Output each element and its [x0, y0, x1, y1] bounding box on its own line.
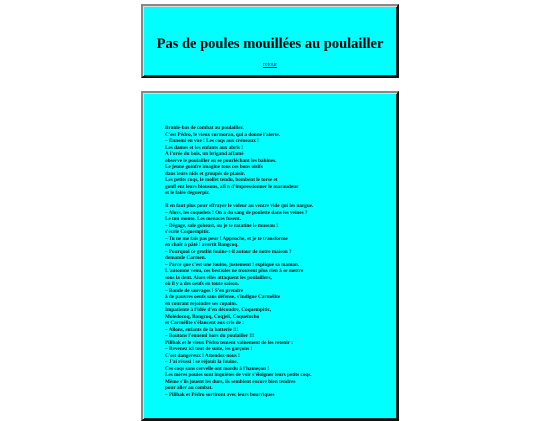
poem-line: – Boutons l'ennemi hors du poulailler !!!	[165, 333, 255, 339]
poem-line: Branle-bas de combat au poulailler.	[165, 125, 244, 131]
poem-text	[165, 125, 385, 398]
poem-line: Il en faut plus pour effrayer le voleur au ventre vide qui les nargue.	[165, 203, 314, 209]
poem-line: – Tu ne me fais pas peur ! Approche, et je te transforme	[165, 235, 288, 242]
poem-line: À l'orée du bois, un brigand affamé	[165, 151, 244, 157]
poem-line: Le ton monte. Les menaces fusent.	[165, 216, 241, 222]
poem-line: demande Carmen.	[165, 255, 206, 261]
poem-line: Molédocoq, Bangcoq, Coqjeli, Coquelucho	[165, 313, 260, 320]
poem-line: L'automne venu, ces bestioles ne trouvent plus rien à se mettre	[165, 268, 304, 274]
back-link[interactable]: retour	[262, 62, 278, 68]
poem-line: Pilibak et le vieux Pédro tentent vainement de les retenir :	[165, 339, 293, 346]
poem-line: Les mères poules sont inquiètes de voir s'éloigner leurs petits coqs.	[165, 372, 312, 378]
poem-line: – Alors, les coquelets ! On a du sang de poulette dans les veines ?	[165, 209, 308, 216]
page-title: Pas de poules mouillées au poulailler	[156, 36, 384, 52]
poem-line: – Dégage, sale goheast, ou je te ratatine le museau !	[165, 222, 278, 229]
poem-line: Les dames et les enfants aux abris !	[165, 144, 243, 151]
poem-line: observe le poulailler en se pourléchant les babines.	[165, 157, 277, 164]
poem-line: sous la dent. Alors elles attaquent les poulaillers,	[165, 274, 272, 281]
poem-line: – Parce que c'est une fouine, justement ! explique sa maman.	[165, 261, 300, 268]
poem-line: C'est dangereux ! Attendez-nous !	[165, 352, 240, 359]
poem-line: gonfl ent leurs blousons, afi n d'impressionner le maraudeur	[165, 183, 299, 190]
poem-line: où il y a des oeufs en toute saison.	[165, 281, 239, 287]
poem-line: – Bande de sauvages ! S'en prendre	[165, 287, 244, 294]
poem-panel	[141, 91, 399, 421]
poem-line: et Carmélite s'élancent aux cris de :	[165, 320, 244, 326]
poem-line: à de pauvres oeufs sans défense, s'indigne Carmélite	[165, 294, 281, 300]
poem-line: en chair à pâté ! avertit Bangcoq.	[165, 242, 239, 248]
poem-line: – Allons, enfants de la batterie !!!	[165, 326, 239, 333]
poem-line: en courant rejoindre ses copains.	[165, 300, 238, 307]
poem-line: dans leurs nids et groupés de plaisir.	[165, 170, 245, 177]
poem-line: Les petits coqs, le mollet tendu, bombent le torse et	[165, 177, 278, 183]
poem-line: et le faire déguerpir.	[165, 190, 210, 196]
poem-line: Même s'ils jouent les durs, ils semblent encore bien tendres	[165, 378, 296, 385]
poem-line: Ces coqs sans cervelle ont mordu à l'hameçon !	[165, 365, 270, 372]
poem-line: – Ennemi en vue ! Les coqs aux créneaux !	[165, 138, 259, 144]
poem-line: – Pourquoi ce grotlin fouine-t-il autour de notre maison ?	[165, 248, 292, 255]
poem-line: – Pilibak et Pédro sortiront avec leurs bourriques	[165, 391, 275, 398]
poem-line: – J'ai réussi ! se réjouit la fouine.	[165, 359, 238, 365]
poem-line: C'est Pédro, le vieux cormoran, qui a donné l'alerte.	[165, 131, 281, 138]
poem-line: pour aller au combat.	[165, 385, 213, 391]
poem-line: – Revenez ici tout de suite, les garçons !	[165, 346, 253, 352]
poem-line: Impatiente à l'idée d'en découdre, Coquempitic,	[165, 307, 272, 313]
poem-line: Le jeune goinfre imagine tous ces bons oisifs	[165, 164, 263, 170]
poem-line: s'écrie Coquempitic.	[165, 229, 211, 235]
title-panel	[141, 4, 399, 78]
